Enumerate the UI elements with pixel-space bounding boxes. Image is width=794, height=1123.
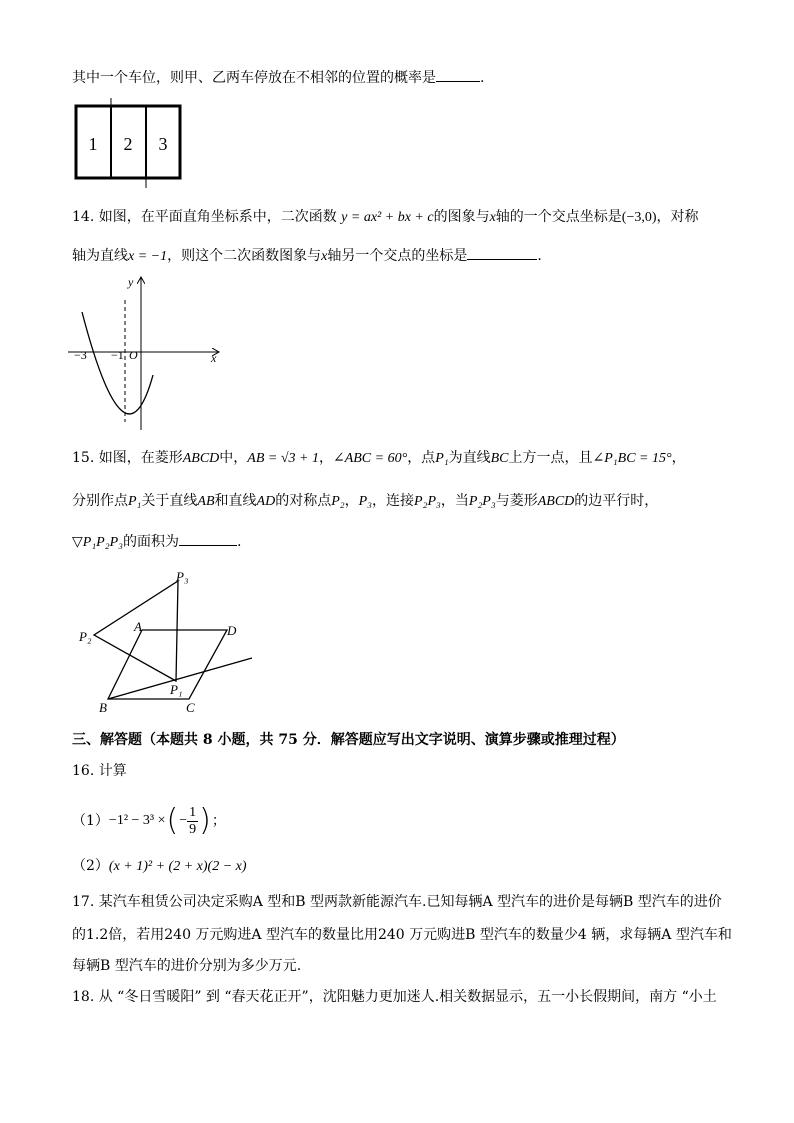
tick-minus-3: −3 xyxy=(74,348,87,362)
answer-blank xyxy=(467,245,537,260)
q14-line2: 轴为直线x = −1，则这个二次函数图象与x轴另一个交点的坐标是 . xyxy=(72,245,542,266)
parabola-graph xyxy=(68,272,228,434)
answer-blank xyxy=(179,531,237,546)
q16-title: 16. 计算 xyxy=(72,763,127,779)
label-D: D xyxy=(227,623,237,638)
label-P1: P₁ xyxy=(170,682,183,697)
q15-line1: 15. 如图，在菱形ABCD中，AB = √3 + 1，∠ABC = 60°，点P₁为直线BC上方一点，且∠P₁BC = 15°， xyxy=(72,450,686,466)
label-B: B xyxy=(99,700,107,715)
left-paren: ( xyxy=(166,803,179,838)
rhombus-figure xyxy=(72,568,262,718)
slot-3-label: 3 xyxy=(158,134,168,154)
label-C: C xyxy=(186,700,195,715)
q15-line3: ▽P₁P₂P₃的面积为 . xyxy=(72,531,241,552)
section-3-heading: 三、解答题（本题共 8 小题，共 75 分．解答题应写出文字说明、演算步骤或推理过程） xyxy=(72,732,625,748)
tick-minus-1: −1 xyxy=(111,348,124,362)
slot-1-label: 1 xyxy=(88,134,98,154)
right-paren: ) xyxy=(199,803,211,838)
x-axis-label: x xyxy=(211,351,217,365)
label-A: A xyxy=(134,619,142,634)
answer-blank xyxy=(436,67,480,82)
fraction: $\frac{1}{9}$ xyxy=(189,804,197,837)
y-axis-label: y xyxy=(128,275,134,289)
label-P3: P₃ xyxy=(176,569,189,584)
origin-label: O xyxy=(129,348,138,362)
slot-2-label: 2 xyxy=(123,134,133,154)
q17-line3: 每辆B 型汽车的进价分别为多少万元. xyxy=(72,958,302,974)
q15-line2: 分别作点P₁关于直线AB和直线AD的对称点P₂，P₃，连接P₂P₃，当P₂P₃与菱形ABCD的边平行时， xyxy=(72,493,659,509)
q16-part1: （1） −1² − 3³ × ( − $\frac{1}{9}$ ) ； xyxy=(72,803,226,838)
q17-line2: 的1.2倍，若用240 万元购进A 型汽车的数量比用240 万元购进B 型汽车的数量少4 辆，求每辆A 型汽车和 xyxy=(72,927,732,943)
q16-part2: （2）(x + 1)² + (2 + x)(2 − x) xyxy=(72,858,247,874)
q13-text: 其中一个车位，则甲、乙两车停放在不相邻的位置的概率是 . xyxy=(72,67,484,87)
q17-line1: 17. 某汽车租赁公司决定采购A 型和B 型两款新能源汽车.已知每辆A 型汽车的进价是每辆B 型汽车的进价 xyxy=(72,894,722,910)
parking-slots-figure xyxy=(74,96,184,191)
q18-line1: 18. 从 “冬日雪暖阳” 到 “春天花正开”，沈阳魅力更加迷人.相关数据显示，五一小长假期间，南方 “小土 xyxy=(72,989,717,1005)
q14-line1: 14. 如图，在平面直角坐标系中，二次函数 y = ax² + bx + c的图象与x轴的一个交点坐标是(−3,0)，对称 xyxy=(72,209,699,225)
label-P2: P₂ xyxy=(79,629,92,644)
